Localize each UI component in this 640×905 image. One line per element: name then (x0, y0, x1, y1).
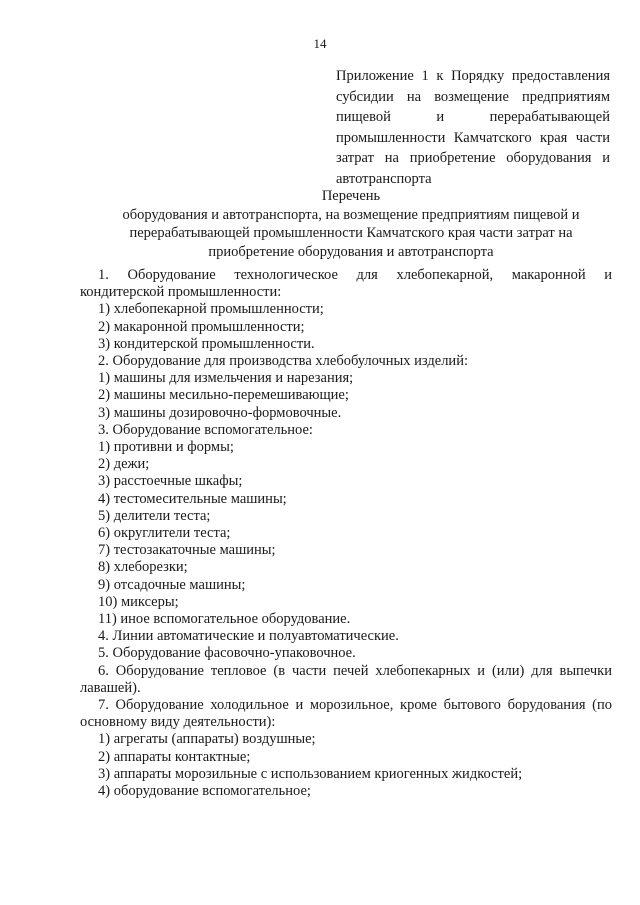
list-item: 2) дежи; (98, 456, 150, 473)
list-item: лавашей). (80, 679, 141, 696)
appendix-line: затрат на приобретение оборудования и (336, 150, 610, 166)
list-item: 4. Линии автоматические и полуавтоматические. (98, 628, 399, 645)
list-item: 2) макаронной промышленности; (98, 318, 305, 335)
list-item: 3) расстоечные шкафы; (98, 473, 243, 490)
list-item: 6) округлители теста; (98, 525, 231, 542)
list-item: кондитерской промышленности: (80, 284, 282, 301)
list-item: 1) хлебопекарной промышленности; (98, 301, 324, 318)
list-item: 3) кондитерской промышленности. (98, 335, 315, 352)
list-item: 9) отсадочные машины; (98, 576, 246, 593)
appendix-line: субсидии на возмещение предприятиям (336, 88, 610, 105)
list-item: основному виду деятельности): (80, 714, 276, 731)
list-item: 6. Оборудование тепловое (в части печей хлебопекарных и (или) для выпечки (98, 662, 612, 679)
list-item: 1) машины для измельчения и нарезания; (98, 370, 354, 387)
list-item: 5) делители теста; (98, 507, 211, 524)
list-item: 3) машины дозировочно-формовочные. (98, 404, 342, 421)
list-item: 7) тестозакаточные машины; (98, 542, 276, 559)
list-item: 7. Оборудование холодильное и морозильное, кроме бытового борудования (по (98, 697, 612, 714)
appendix-line: пищевой и перерабатывающей (336, 109, 610, 125)
list-item: 1. Оборудование технологическое для хлебопекарной, макаронной и (98, 267, 612, 283)
title-line: оборудования и автотранспорта, на возмещение предприятиям пищевой и (122, 206, 580, 223)
list-item: 4) тестомесительные машины; (98, 490, 287, 507)
list-item: 1) агрегаты (аппараты) воздушные; (98, 731, 316, 748)
list-item: 5. Оборудование фасовочно-упаковочное. (98, 645, 356, 662)
appendix-line: автотранспорта (336, 170, 432, 187)
list-item: 1) противни и формы; (98, 439, 234, 456)
title-line: приобретение оборудования и автотранспорта (208, 243, 494, 260)
title-line: перерабатывающей промышленности Камчатского края части затрат на (129, 225, 573, 241)
list-item: 3. Оборудование вспомогательное: (98, 421, 313, 438)
list-item: 2. Оборудование для производства хлебобулочных изделий: (98, 353, 468, 370)
title-heading: Перечень (321, 188, 381, 204)
document-title (80, 187, 622, 261)
list-item: 10) миксеры; (98, 593, 179, 610)
appendix-header (336, 66, 610, 189)
list-item: 2) машины месильно-перемешивающие; (98, 387, 349, 404)
list-item: 3) аппараты морозильные с использованием криогенных жидкостей; (98, 765, 523, 782)
list-item: 11) иное вспомогательное оборудование. (98, 611, 351, 628)
appendix-line: Приложение 1 к Порядку предоставления (336, 68, 610, 84)
equipment-list (80, 267, 612, 800)
list-item: 2) аппараты контактные; (98, 748, 251, 765)
appendix-line: промышленности Камчатского края части (336, 129, 610, 146)
list-item: 4) оборудование вспомогательное; (98, 783, 311, 800)
list-item: 8) хлеборезки; (98, 559, 188, 576)
page-number: 14 (313, 36, 327, 51)
